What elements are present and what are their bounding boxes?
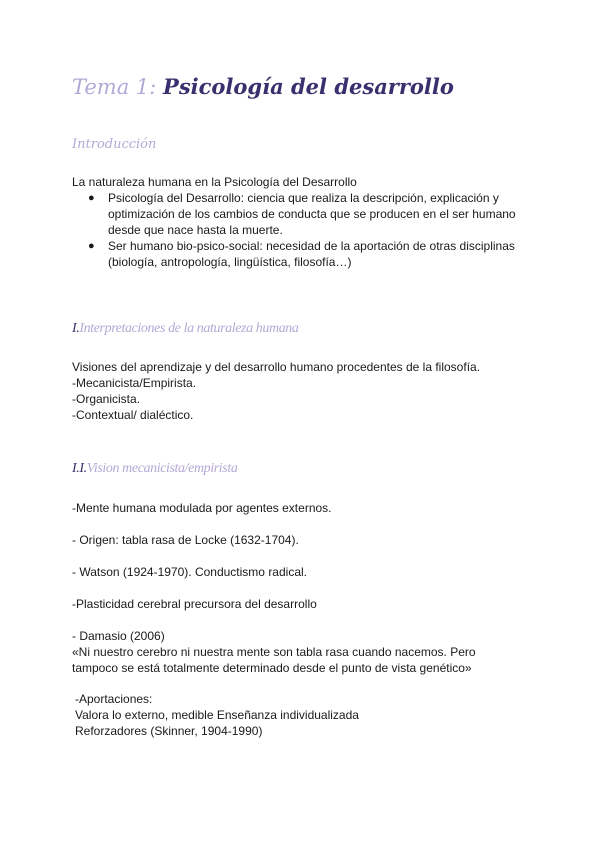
section-1-line: Visiones del aprendizaje y del desarrollo humano procedentes de la filosofía. [72, 360, 481, 374]
section-1-1-heading [72, 461, 237, 477]
bullet-line: Ser humano bio-psico-social: necesidad de la aportación de otras disciplinas [108, 239, 515, 253]
section-1-heading [72, 321, 299, 337]
section-1-line: -Contextual/ dialéctico. [72, 408, 194, 422]
introduccion-subtitle: La naturaleza humana en la Psicología del Desarrollo [72, 175, 357, 189]
bullet-line: (biología, antropología, lingüística, filosofía…) [108, 255, 352, 269]
document-title [72, 74, 454, 99]
introduccion-block [72, 174, 542, 270]
paragraph-origen: - Origen: tabla rasa de Locke (1632-1704). [72, 533, 299, 547]
section-1-line: -Mecanicista/Empirista. [72, 376, 197, 390]
damasio-line: tampoco se está totalmente determinado desde el punto de vista genético» [72, 661, 472, 675]
title-main: Psicología del desarrollo [163, 74, 454, 99]
damasio-line: - Damasio (2006) [72, 629, 165, 643]
bullet-line: optimización de los cambios de conducta que se producen en el ser humano [108, 207, 516, 221]
section-1-title: Interpretaciones de la naturaleza humana [79, 321, 299, 336]
paragraph-mente: -Mente humana modulada por agentes externos. [72, 501, 332, 515]
section-1-line: -Organicista. [72, 392, 141, 406]
section-1-1-title: Vision mecanicista/empirista [86, 461, 238, 476]
bullet-line: desde que nace hasta la muerte. [108, 223, 283, 237]
section-1-body [72, 359, 542, 423]
bullet-icon: ● [88, 240, 95, 252]
aportaciones-line: Reforzadores (Skinner, 1904-1990) [75, 724, 263, 738]
damasio-line: «Ni nuestro cerebro ni nuestra mente son tabla rasa cuando nacemos. Pero [72, 645, 476, 659]
paragraph-watson: - Watson (1924-1970). Conductismo radical. [72, 565, 307, 579]
bullet-line: Psicología del Desarrollo: ciencia que realiza la descripción, explicación y [108, 191, 499, 205]
introduccion-heading: Introducción [72, 137, 157, 152]
paragraph-plasticidad: -Plasticidad cerebral precursora del desarrollo [72, 597, 317, 611]
section-1-1-number: I.I. [72, 461, 87, 476]
bullet-icon: ● [88, 192, 95, 204]
title-prefix: Tema 1: [72, 75, 157, 99]
section-1-number: I. [72, 321, 80, 336]
bullet-item [72, 238, 542, 270]
aportaciones-block [75, 691, 545, 739]
aportaciones-line: Valora lo externo, medible Enseñanza individualizada [75, 708, 359, 722]
bullet-item [72, 190, 542, 238]
damasio-block [72, 628, 542, 676]
aportaciones-line: -Aportaciones: [75, 692, 153, 706]
introduccion-bullet-list [72, 190, 542, 270]
